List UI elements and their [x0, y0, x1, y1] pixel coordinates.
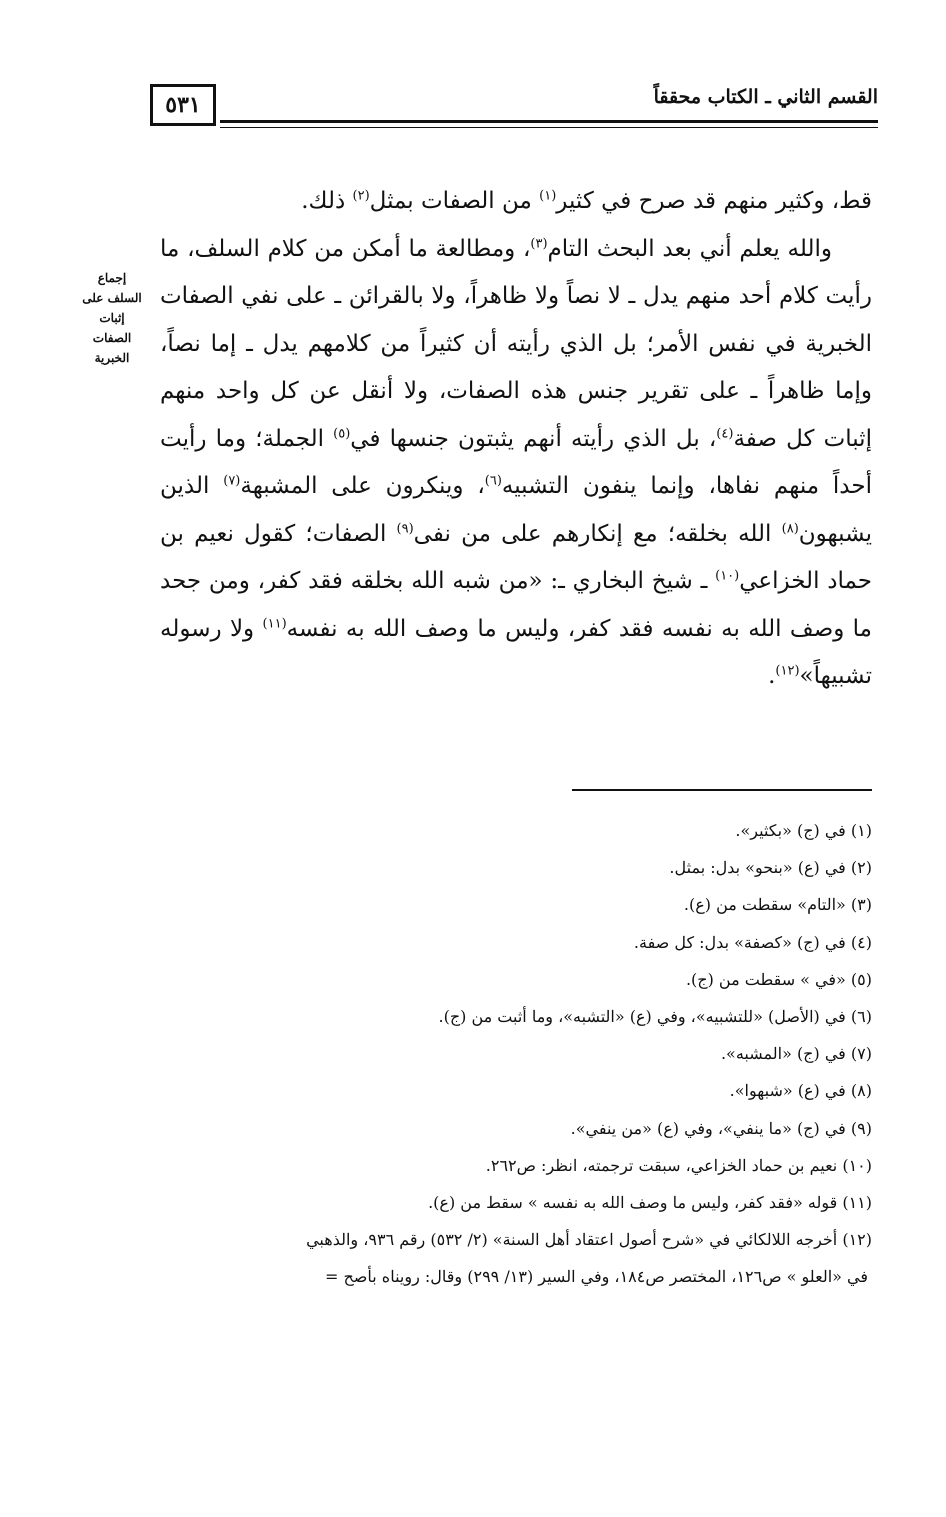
header-rule-thick	[220, 120, 878, 123]
paragraph-2	[160, 226, 872, 701]
footnote: (١) في (ج) «بكثير».	[735, 821, 872, 840]
text-run: من الصفات بمثل	[369, 188, 540, 214]
margin-note-line: إجماع	[97, 271, 127, 285]
main-text	[160, 178, 872, 701]
footnote: (٧) في (ج) «المشبه».	[720, 1044, 872, 1064]
page-number: ٥٣١	[150, 84, 216, 126]
text-run: ذلك.	[301, 188, 353, 214]
footnotes	[160, 812, 872, 1296]
margin-note-line: السلف على	[82, 291, 142, 305]
footnote-ref: (٧)	[223, 473, 241, 489]
footnote-separator	[572, 789, 872, 791]
footnote-ref: (٣)	[530, 235, 548, 251]
text-run: الصفات؛ كقول نعيم بن حماد الخزاعي	[160, 520, 873, 594]
text-run: ، بل الذي رأيته أنهم يثبتون جنسها في	[350, 425, 717, 452]
footnote: (١١) قوله «فقد كفر، وليس ما وصف الله به نفسه » سقط من (ع).	[428, 1193, 872, 1213]
text-run: ، ومطالعة ما أمكن من كلام السلف، ما رأيت كلام أحد منهم يدل ـ لا نصاً ولا ظاهراً، ولا بالقرائن ـ على نفي الصفات الخبرية في نفس الأمر؛ بل الذي رأيته أن كثيراً من كلامهم يدل ـ إما نصاً، وإما ظاهراً ـ على تقرير جنس هذه الصفات، ولا أنقل عن كل واحد منهم إثبات كل صفة	[160, 235, 872, 452]
header-rule-thin	[220, 127, 878, 128]
paragraph-1	[160, 178, 872, 226]
text-run: والله يعلم أني بعد البحث التام	[547, 235, 832, 262]
footnote: (٩) في (ج) «ما ينفي»، وفي (ع) «من ينفي».	[570, 1118, 872, 1138]
text-run: الجملة؛ وما رأيت أحداً منهم نفاها، وإنما ينفون التشبيه	[160, 425, 872, 499]
footnote-ref: (١٢)	[775, 663, 800, 679]
running-title: القسم الثاني ـ الكتاب محققاً	[653, 86, 878, 108]
footnote-ref: (٩)	[396, 520, 414, 536]
footnote: (١٢) أخرجه اللالكائي في «شرح أصول اعتقاد أهل السنة» (٢/ ٥٣٢) رقم ٩٣٦، والذهبي	[306, 1230, 872, 1250]
footnote-ref: (١٠)	[715, 568, 740, 584]
footnote-continuation: في «العلو » ص١٢٦، المختصر ص١٨٤، وفي السير (١٣/ ٢٩٩) وقال: رويناه بأصح =	[324, 1267, 868, 1287]
footnote-ref: (٨)	[781, 520, 799, 536]
footnote: (٣) «التام» سقطت من (ع).	[683, 895, 872, 915]
footnote: (١٠) نعيم بن حماد الخزاعي، سبقت ترجمته، انظر: ص٢٦٢.	[485, 1155, 872, 1175]
page-header	[150, 80, 878, 140]
footnote: (٤) في (ج) «كصفة» بدل: كل صفة.	[633, 932, 872, 952]
text-run: ولا رسوله تشبيهاً»	[160, 615, 872, 689]
text-run: الله بخلقه؛ مع إنكارهم على من نفى	[413, 520, 782, 547]
text-run: .	[768, 663, 776, 689]
footnote: (٢) في (ع) «بنحو» بدل: بمثل.	[669, 858, 872, 878]
text-run: الذين يشبهون	[160, 473, 872, 547]
margin-note-line: إثبات	[99, 311, 125, 325]
footnote-ref: (٢)	[352, 188, 370, 204]
text-run: قط، وكثير منهم قد صرح في كثير	[556, 188, 872, 214]
margin-note-line: الصفات	[92, 331, 132, 345]
footnote: (٦) في (الأصل) «للتشبيه»، وفي (ع) «التشبه»، وما أثبت من (ج).	[438, 1007, 872, 1027]
footnote-ref: (٦)	[484, 473, 502, 489]
margin-note	[74, 268, 150, 368]
text-run: ، وينكرون على المشبهة	[240, 473, 485, 499]
footnote-ref: (٥)	[333, 425, 351, 441]
footnote-ref: (١)	[539, 188, 557, 204]
margin-note-line: الخبرية	[94, 351, 130, 365]
footnote: (٨) في (ع) «شبهوا».	[729, 1081, 872, 1101]
footnote-ref: (١١)	[262, 615, 287, 631]
footnote-ref: (٤)	[716, 425, 734, 441]
text-run: ـ شيخ البخاري ـ: «من شبه الله بخلقه فقد كفر، ومن جحد ما وصف الله به نفسه فقد كفر، وليس ما وصف الله به نفسه	[160, 568, 872, 642]
footnote: (٥) «في » سقطت من (ج).	[685, 969, 872, 989]
